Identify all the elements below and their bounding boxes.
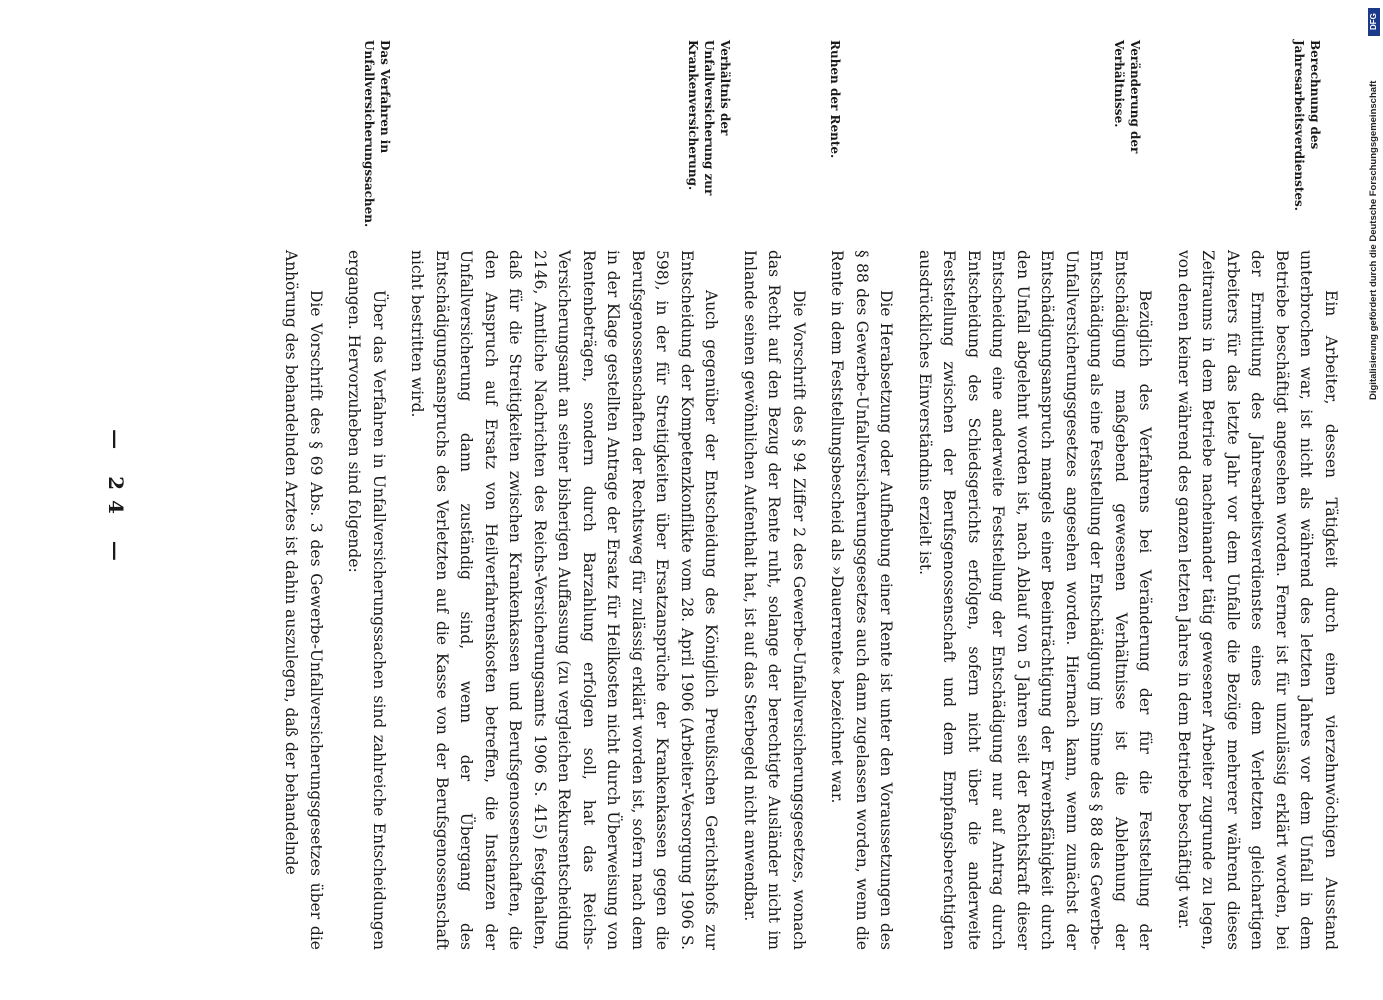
sidenote-ruhen-der-rente: Ruhen der Rente. xyxy=(828,40,842,159)
paragraph: Auch gegenüber der Entscheidung des Königlich Preußischen Gerichtshofs zur Entscheidung der Kompetenzkonflikte vom 28. April 1906 (Arbeiter-Versorgung 1906 S. 598), in der für Streitigkeiten über Ersatzansprüche der Krankenkassen gegen die Berufsgenossenschaften der Rechtsweg für zulässig erklärt worden ist, sofern nach dem in der Klage gestellten Antrage der Ersatz für Heilkosten nicht durch Überweisung von Rentenbeträgen, sondern durch Barzahlung erfolgen soll, hat das Reichs-Versicherungsamt an seiner bisherigen Auffassung (zu vergleichen Rekursentscheidung 2146, Amtliche Nachrichten des Reichs-Versicherungsamts 1906 S. 415) festgehalten, daß für die Streitigkeiten zwischen Krankenkassen und Berufsgenossenschaften, die den Anspruch auf Ersatz von Heilverfahrenskosten betreffen, die Instanzen der Unfallversicherung dann zuständig sind, wenn der Übergang des Entschädigungsanspruchs des Verletzten auf die Kasse von der Berufsgenossenschaft nicht bestritten wird. xyxy=(408,250,721,950)
paragraph: Über das Verfahren in Unfallversicherungssachen sind zahlreiche Entscheidungen ergangen. Hervorzuheben sind folgende: xyxy=(345,250,388,950)
sidenote-jahresarbeitsverdienst: Berechnung des Jahresarbeitsverdienstes. xyxy=(1292,40,1322,211)
paragraph: Die Vorschrift des § 94 Ziffer 2 des Gewerbe-Unfallversicherungsgesetzes, wonach das Recht auf den Bezug der Rente ruht, solange der berechtigte Ausländer nicht im Inlande seinen gewöhnlichen Aufenthalt hat, ist auf das Sterbegeld nicht anwendbar. xyxy=(741,250,808,950)
paragraph: Bezüglich des Verfahrens bei Veränderung der für die Feststellung der Entschädigung maßgebend gewesenen Verhältnisse ist die Ablehnung der Entschädigung als eine Feststellung der Entschädigung im Sinne des § 88 des Gewerbe-Unfallversicherungsgesetzes angesehen worden. Hiernach kann, wenn zunächst der Entschädigungsanspruch mangels einer Beeinträchtigung der Erwerbsfähigkeit durch den Unfall abgelehnt worden ist, nach Ablauf von 5 Jahren seit der Rechtskraft dieser Entscheidung eine anderweite Feststellung der Entschädigung nur auf Antrag durch Entscheidung des Schiedsgerichts erfolgen, sofern nicht über die anderweite Feststellung zwischen der Berufsgenossenschaft und dem Empfangsberechtigten ausdrückliches Einverständnis erzielt ist. xyxy=(916,250,1155,950)
paragraph: Die Vorschrift des § 69 Abs. 3 des Gewerbe-Unfallversicherungsgesetzes über die Anhörung des behandelnden Arztes ist dahin auszulegen, daß der behandelnde xyxy=(282,250,325,950)
sidenote-verfahren: Das Verfahren in Unfallversicherungssachen. xyxy=(362,40,392,228)
sidenote-veraenderung: Veränderung der Verhältnisse. xyxy=(1112,40,1142,154)
dfg-logo-text: DFG xyxy=(1369,13,1378,31)
dfg-logo xyxy=(1368,8,1380,36)
page-number: — 24 — xyxy=(104,429,128,571)
sidenote-verhaeltnis-krankenversicherung: Verhältnis der Unfallversicherung zur Krankenversicherung. xyxy=(686,40,732,196)
body-text xyxy=(265,250,1343,950)
paragraph: Ein Arbeiter, dessen Tätigkeit durch einen vierzehnwöchigen Ausstand unterbrochen war, ist nicht als während des letzten Jahres vor dem Unfall in dem Betriebe beschäftigt angesehen worden. Ferner ist für unzulässig erklärt worden, bei der Ermittlung des Jahresarbeitsverdienstes eines dem Verletzten gleichartigen Arbeiters für das letzte Jahr vor dem Unfalle die Bezüge mehrerer während dieses Zeitraums in dem Betriebe nacheinander tätig gewesener Arbeiter zugrunde zu legen, von denen keiner während des ganzen letzten Jahres in dem Betriebe beschäftigt war. xyxy=(1175,250,1340,950)
paragraph: Die Herabsetzung oder Aufhebung einer Rente ist unter den Voraussetzungen des § 88 des Gewerbe-Unfallversicherungsgesetzes auch dann zugelassen worden, wenn die Rente in dem Feststellungsbescheid als »Dauerrente« bezeichnet war. xyxy=(828,250,896,950)
digitization-note: Digitalisierung gefördert durch die Deutsche Forschungsgemeinschaft xyxy=(1368,80,1379,400)
